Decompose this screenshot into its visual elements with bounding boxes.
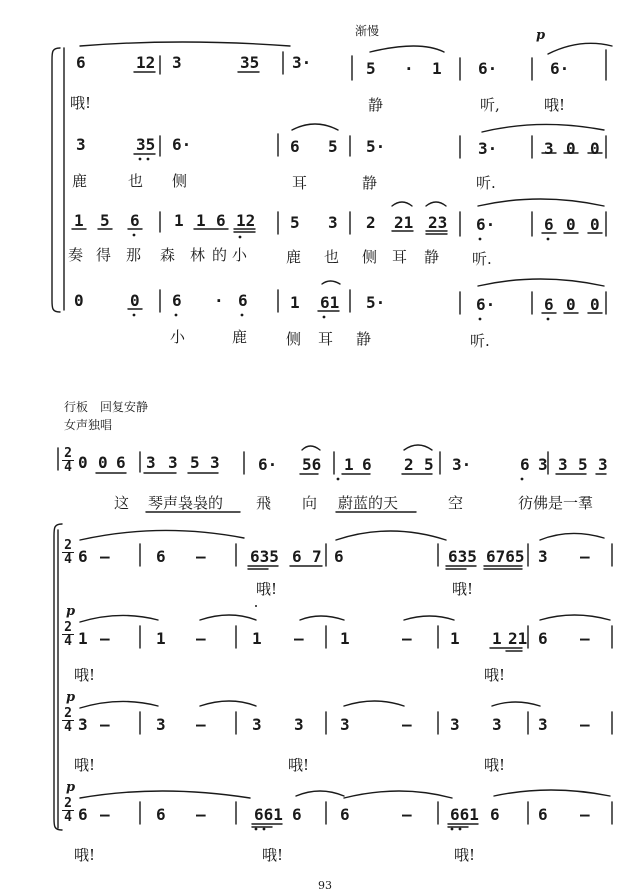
time-signature: 2 4: [62, 448, 74, 473]
note: 1: [290, 293, 300, 312]
lyric: 哦!: [484, 666, 506, 684]
note: 3: [538, 455, 548, 474]
note: –: [100, 805, 110, 824]
note: –: [100, 547, 110, 566]
note: 3·: [478, 139, 498, 158]
slur: [392, 202, 412, 206]
note: 6·: [258, 455, 278, 474]
lyric: 小: [232, 246, 248, 264]
note: –: [580, 805, 590, 824]
note: 12: [136, 53, 156, 72]
lyric: 静: [368, 96, 384, 114]
note: 1: [74, 211, 84, 230]
note: 0: [566, 295, 576, 314]
note: 3: [340, 715, 350, 734]
note: 635: [448, 547, 477, 566]
lyric: 哦!: [74, 846, 96, 864]
note: 635: [250, 547, 279, 566]
system-brace: [52, 48, 60, 312]
note: 6: [538, 629, 548, 648]
note: ·: [404, 59, 414, 78]
dynamic-mark: p: [66, 604, 76, 619]
note: 5: [424, 455, 434, 474]
note: 6: [544, 215, 554, 234]
note: 0: [78, 453, 88, 472]
note: 0: [74, 291, 84, 310]
time-signature: 2 4: [62, 708, 74, 733]
lyric: 静: [362, 174, 378, 192]
tempo-marking: 行板 回复安静: [64, 400, 149, 414]
note: –: [402, 629, 412, 648]
lyric: 琴声袅袅的: [148, 494, 224, 512]
note: ·: [214, 291, 224, 310]
lyric: 哦!: [74, 756, 96, 774]
note: 1: [78, 629, 88, 648]
lyric: 耳: [392, 248, 408, 266]
lyric: 听,: [480, 96, 500, 114]
note: 12: [236, 211, 256, 230]
note: 6·: [476, 295, 496, 314]
lyric: 哦!: [452, 580, 474, 598]
note: 2: [366, 213, 376, 232]
lyric: 鹿: [72, 172, 88, 190]
slur: [482, 124, 604, 132]
note: 1: [450, 629, 460, 648]
note: 1: [344, 455, 354, 474]
note: 6: [78, 805, 88, 824]
note: –: [402, 805, 412, 824]
note: 6: [292, 547, 302, 566]
note: 3: [538, 547, 548, 566]
lyric: 哦!: [454, 846, 476, 864]
note: 6: [290, 137, 300, 156]
note: 6: [130, 211, 140, 230]
note: –: [196, 547, 206, 566]
note: 2: [404, 455, 414, 474]
note: 7: [312, 547, 322, 566]
lyric: 鹿: [286, 248, 302, 266]
lyric: 得: [96, 246, 112, 264]
note: 0: [590, 139, 600, 158]
note: 6: [538, 805, 548, 824]
lyric: 那: [126, 246, 142, 264]
choir-barlines: [140, 544, 612, 824]
lyric: 这: [114, 494, 130, 512]
note: –: [196, 629, 206, 648]
lyric: 林: [190, 246, 206, 264]
lyric: 哦!: [544, 96, 566, 114]
note: 0: [590, 295, 600, 314]
note: 6: [116, 453, 126, 472]
lyric: 听.: [472, 250, 492, 268]
time-signature: 2 4: [62, 540, 74, 565]
note: 5·: [366, 137, 386, 156]
note: 5: [290, 213, 300, 232]
slur: [80, 42, 290, 46]
note: 1: [432, 59, 442, 78]
dynamic-mark: p: [66, 780, 76, 795]
lyric: 彷佛是一羣: [518, 494, 594, 512]
note: 3: [294, 715, 304, 734]
note: 3: [168, 453, 178, 472]
note: 6: [78, 547, 88, 566]
lyric: 鹿: [232, 328, 248, 346]
note: 6·: [478, 59, 498, 78]
lyric: 哦!: [70, 94, 92, 112]
note: –: [196, 715, 206, 734]
note: –: [580, 547, 590, 566]
note: 0: [98, 453, 108, 472]
note: –: [402, 715, 412, 734]
note: 6·: [172, 135, 192, 154]
lyric: 侧: [286, 330, 302, 348]
lyric: 奏: [68, 246, 84, 264]
note: 3: [328, 213, 338, 232]
note: 5: [578, 455, 588, 474]
note: –: [294, 629, 304, 648]
note: –: [100, 629, 110, 648]
note: 6·: [550, 59, 570, 78]
note: 3: [558, 455, 568, 474]
note: 21: [394, 213, 414, 232]
note: 6: [292, 805, 302, 824]
lyric: 哦!: [262, 846, 284, 864]
note: 61: [320, 293, 340, 312]
note: 6765: [486, 547, 525, 566]
note: 3: [156, 715, 166, 734]
lyric: 森: [160, 246, 176, 264]
note: 661: [450, 805, 479, 824]
note: 3: [538, 715, 548, 734]
note: 3: [210, 453, 220, 472]
slur: [292, 124, 338, 130]
note: 56: [302, 455, 322, 474]
note: 6: [156, 805, 166, 824]
lyric: 侧: [362, 248, 378, 266]
page-number: 93: [318, 879, 332, 892]
slur: [478, 279, 604, 286]
note: 3: [76, 135, 86, 154]
note: –: [100, 715, 110, 734]
lyric: 听.: [476, 174, 496, 192]
note: 5: [190, 453, 200, 472]
note: 1: [196, 211, 206, 230]
note: 5: [100, 211, 110, 230]
note: –: [196, 805, 206, 824]
lyric: 也: [128, 172, 144, 190]
note: 35: [240, 53, 260, 72]
lyric: 哦!: [256, 580, 278, 598]
note: 3: [544, 139, 554, 158]
note: 661: [254, 805, 283, 824]
note: 0: [566, 139, 576, 158]
note: 1: [492, 629, 502, 648]
note: 1: [252, 629, 262, 648]
time-signature: 2 4: [62, 798, 74, 823]
lyric: 哦!: [288, 756, 310, 774]
choir-slurs: [80, 530, 610, 798]
note: 1: [156, 629, 166, 648]
lyric: 蔚蓝的天: [338, 494, 399, 512]
lyric: 也: [324, 248, 340, 266]
octave-dots: [133, 158, 550, 831]
note: 3: [146, 453, 156, 472]
note: 6: [238, 291, 248, 310]
lyric: 静: [356, 330, 372, 348]
dynamic-mark: p: [536, 28, 546, 43]
note: 3·: [292, 53, 312, 72]
note: 3: [252, 715, 262, 734]
note: 5·: [366, 293, 386, 312]
note: 3: [172, 53, 182, 72]
lyric: 飛: [256, 494, 272, 512]
note: –: [580, 629, 590, 648]
note: 6: [544, 295, 554, 314]
note: 6: [216, 211, 226, 230]
note: 6: [362, 455, 372, 474]
note: 6: [172, 291, 182, 310]
note: 3: [450, 715, 460, 734]
dynamic-mark: p: [66, 690, 76, 705]
slur: [426, 202, 446, 206]
lyric: 侧: [172, 172, 188, 190]
note: 23: [428, 213, 448, 232]
note: 3: [78, 715, 88, 734]
lyric: 哦!: [484, 756, 506, 774]
note: 5: [366, 59, 376, 78]
lyric: 向: [302, 494, 318, 512]
note: 1: [174, 211, 184, 230]
note: 6: [334, 547, 344, 566]
note: 6·: [476, 215, 496, 234]
slur: [478, 199, 604, 206]
note: 1: [340, 629, 350, 648]
lyric: 小: [170, 328, 186, 346]
lyric: 哦!: [74, 666, 96, 684]
note: 3: [492, 715, 502, 734]
lyric: 听.: [470, 332, 490, 350]
note: 6: [520, 455, 530, 474]
note: 3: [598, 455, 608, 474]
voice-label: 女声独唱: [64, 418, 113, 432]
note: 35: [136, 135, 156, 154]
note: 3·: [452, 455, 472, 474]
note: 6: [156, 547, 166, 566]
time-signature: 2 4: [62, 622, 74, 647]
slur: [322, 281, 340, 284]
note: 0: [590, 215, 600, 234]
note: –: [580, 715, 590, 734]
note: 6: [76, 53, 86, 72]
lyric: 耳: [292, 174, 308, 192]
lyric: 耳: [318, 330, 334, 348]
note: 21: [508, 629, 528, 648]
note: 6: [490, 805, 500, 824]
lyric: 静: [424, 248, 440, 266]
slur: [404, 445, 432, 450]
slur: [302, 446, 320, 450]
lyric: 空: [448, 494, 464, 512]
note: 0: [130, 291, 140, 310]
note: 0: [566, 215, 576, 234]
note: 5: [328, 137, 338, 156]
slur: [370, 46, 444, 52]
note: 6: [340, 805, 350, 824]
slur: [548, 43, 612, 54]
tempo-mark-rit: 渐慢: [355, 24, 380, 38]
lyric: 的: [212, 246, 228, 264]
